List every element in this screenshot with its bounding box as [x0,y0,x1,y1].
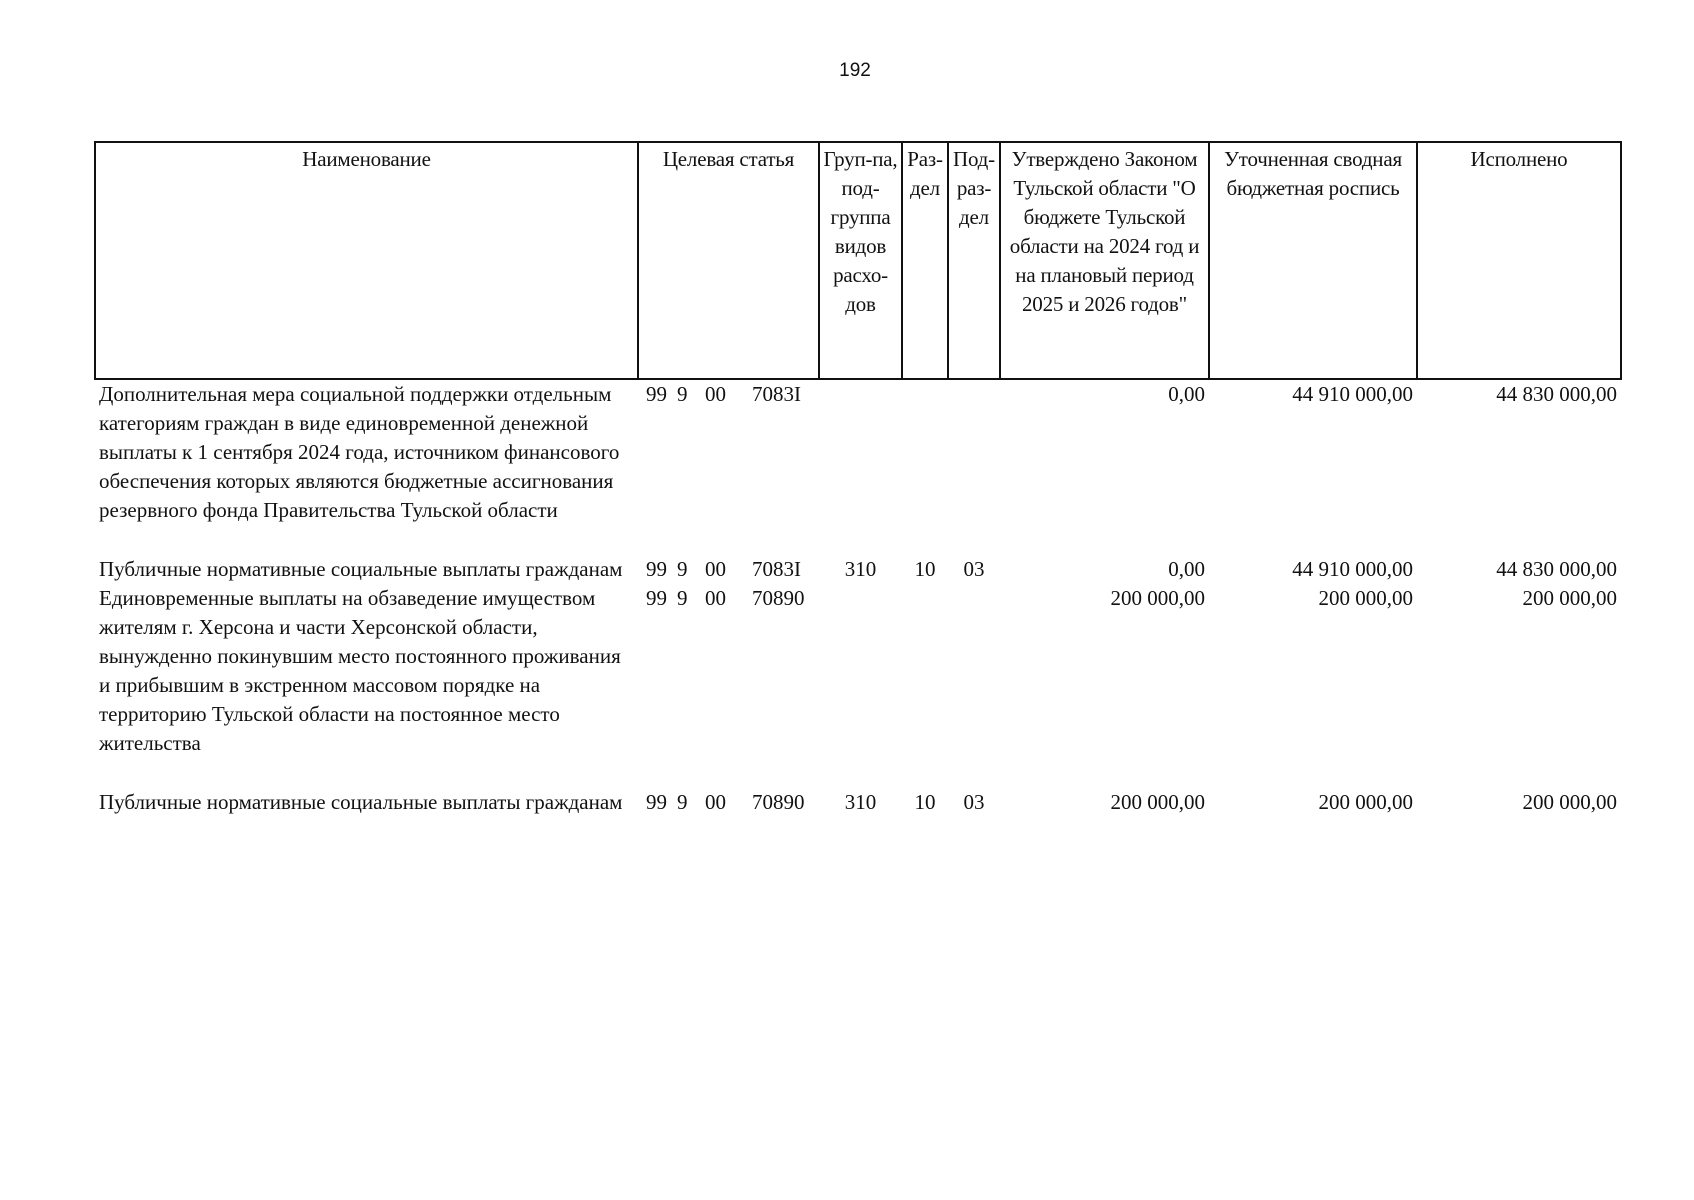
header-target-article: Целевая статья [638,142,819,379]
row-refined: 44 910 000,00 [1292,382,1413,406]
row-name: Публичные нормативные социальные выплаты гражданам [99,557,623,581]
row-refined: 44 910 000,00 [1292,557,1413,581]
header-approved: Утверждено Законом Тульской области "О бюджете Тульской области на 2024 год и на плановый период 2025 и 2026 годов" [1000,142,1209,379]
row-target-article: 99 9 00 7083I [646,557,801,581]
row-refined: 200 000,00 [1318,586,1413,610]
row-name: Дополнительная мера социальной поддержки отдельным категориям граждан в виде единовременной денежной выплаты к 1 сентября 2024 года, источником финансового обеспечения которых являются бюджетные ассигнования резервного фонда Правительства Тульской области [99,382,620,522]
row-refined: 200 000,00 [1318,790,1413,814]
row-executed: 200 000,00 [1522,790,1617,814]
row-executed: 44 830 000,00 [1496,557,1617,581]
row-name: Единовременные выплаты на обзаведение имуществом жителям г. Херсона и части Херсонской области, вынужденно покинувшим место постоянного проживания и прибывшим в экстренном массовом порядке на территорию Тульской области на постоянное место жительства [99,586,621,755]
row-approved: 0,00 [1168,382,1205,406]
row-subsection [948,584,1000,788]
table-row [95,584,1621,788]
row-approved: 0,00 [1168,557,1205,581]
table-row [95,379,1621,555]
row-target-article: 99 9 00 70890 [646,586,805,610]
row-target-article: 99 9 00 70890 [646,790,805,814]
row-expense-group [819,584,902,788]
table-row [95,555,1621,584]
table-header-row [95,142,1621,379]
row-section: 10 [914,557,936,581]
row-executed: 44 830 000,00 [1496,382,1617,406]
header-subsection: Под-раз-дел [948,142,1000,379]
table-row [95,788,1621,817]
row-expense-group [819,379,902,555]
header-refined: Уточненная сводная бюджетная роспись [1209,142,1417,379]
row-target-article: 99 9 00 7083I [646,382,801,406]
row-approved: 200 000,00 [1110,790,1205,814]
budget-table [94,141,1622,817]
row-section: 10 [914,790,936,814]
row-section [902,584,948,788]
row-subsection: 03 [963,557,985,581]
row-section [902,379,948,555]
page-number: 192 [839,60,871,81]
row-executed: 200 000,00 [1522,586,1617,610]
row-name: Публичные нормативные социальные выплаты гражданам [99,790,623,814]
header-executed: Исполнено [1417,142,1621,379]
header-section: Раз-дел [902,142,948,379]
header-expense-group: Груп-па, под-группа видов расхо-дов [819,142,902,379]
row-expense-group: 310 [844,557,877,581]
row-expense-group: 310 [844,790,877,814]
header-name: Наименование [95,142,638,379]
row-subsection [948,379,1000,555]
row-subsection: 03 [963,790,985,814]
row-approved: 200 000,00 [1110,586,1205,610]
